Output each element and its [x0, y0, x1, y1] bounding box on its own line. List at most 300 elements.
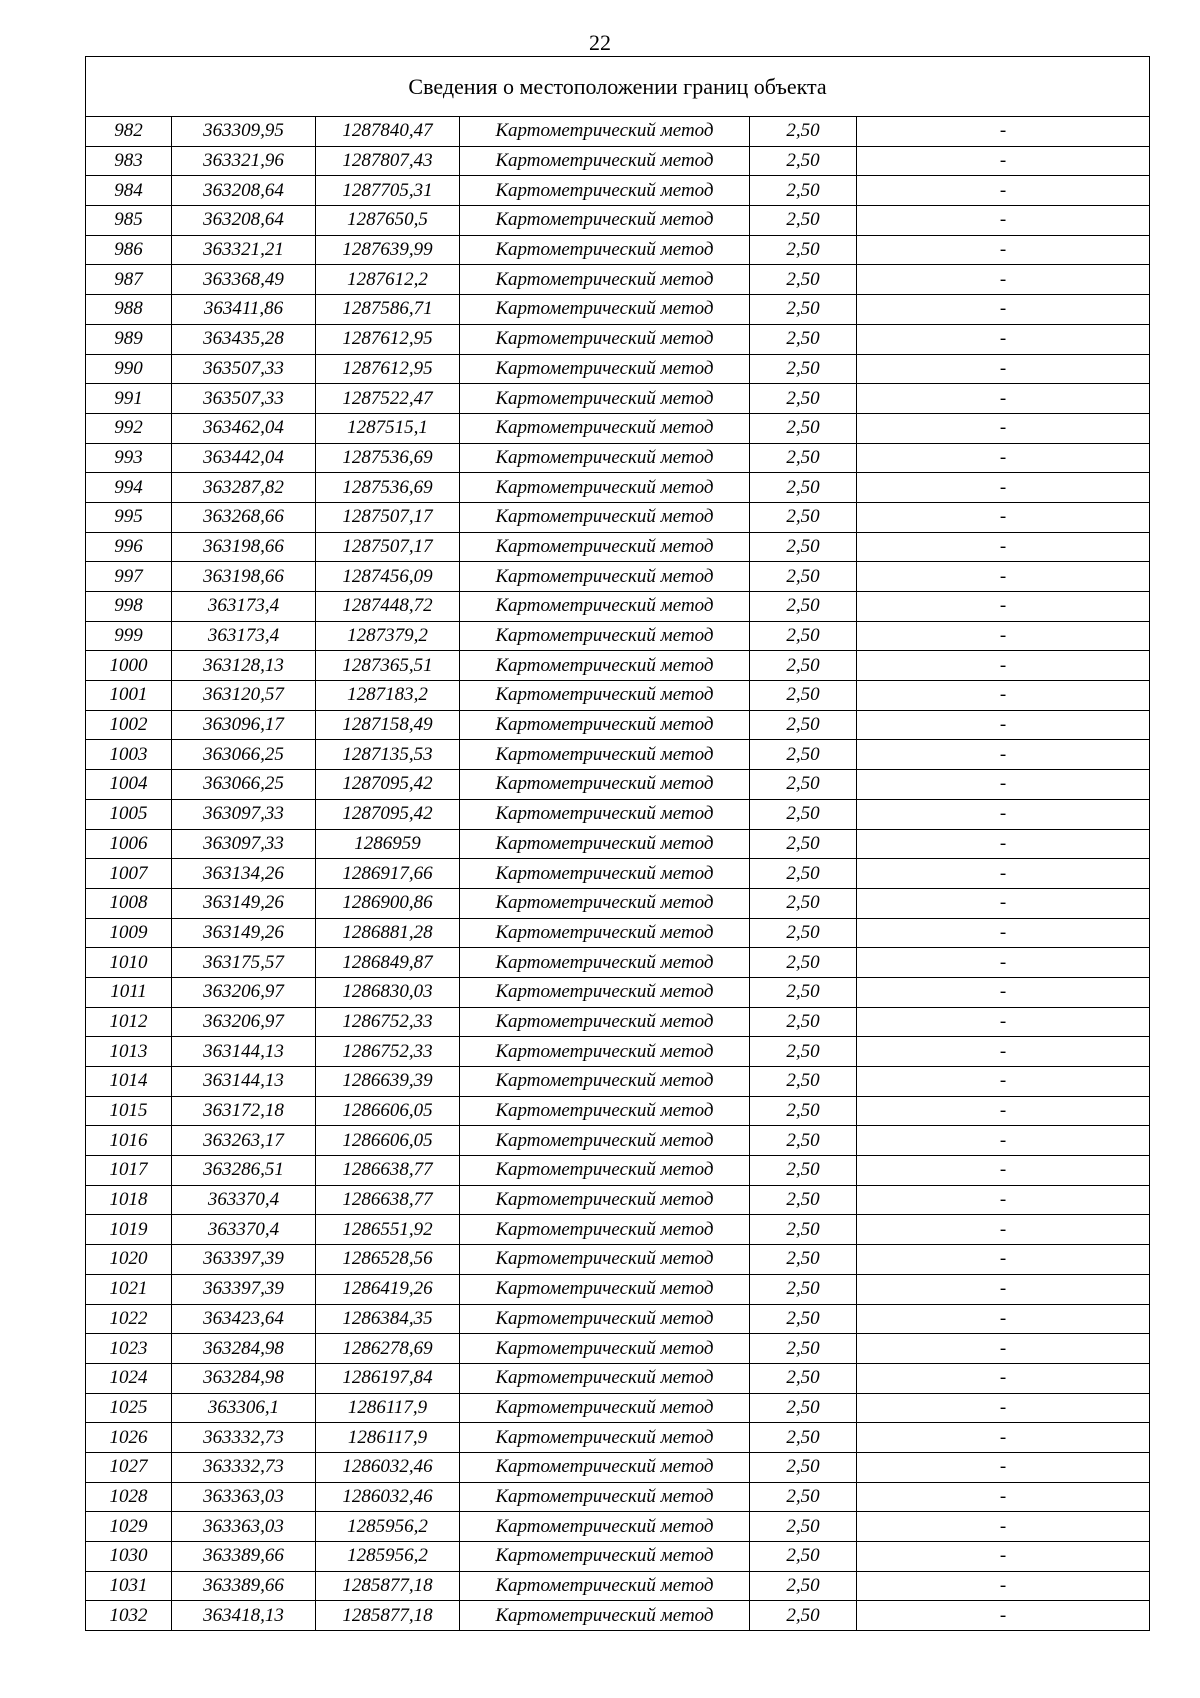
- x-coordinate-cell: 363442,04: [172, 443, 316, 473]
- x-coordinate-cell: 363321,21: [172, 235, 316, 265]
- point-number-cell: 995: [86, 502, 172, 532]
- y-coordinate-cell: 1287650,5: [316, 206, 460, 236]
- accuracy-cell: 2,50: [750, 1007, 857, 1037]
- y-coordinate-cell: 1287586,71: [316, 295, 460, 325]
- x-coordinate-cell: 363389,66: [172, 1571, 316, 1601]
- point-number-cell: 1014: [86, 1067, 172, 1097]
- table-title: Сведения о местоположении границ объекта: [86, 57, 1150, 117]
- description-cell: -: [857, 1363, 1150, 1393]
- y-coordinate-cell: 1285877,18: [316, 1571, 460, 1601]
- x-coordinate-cell: 363389,66: [172, 1542, 316, 1572]
- y-coordinate-cell: 1286639,39: [316, 1067, 460, 1097]
- table-row: [86, 1007, 1150, 1037]
- table-row: [86, 1423, 1150, 1453]
- table-row: [86, 1304, 1150, 1334]
- accuracy-cell: 2,50: [750, 1452, 857, 1482]
- y-coordinate-cell: 1285956,2: [316, 1512, 460, 1542]
- description-cell: -: [857, 502, 1150, 532]
- x-coordinate-cell: 363208,64: [172, 176, 316, 206]
- point-number-cell: 997: [86, 562, 172, 592]
- x-coordinate-cell: 363418,13: [172, 1601, 316, 1631]
- method-cell: Картометрический метод: [460, 1126, 750, 1156]
- y-coordinate-cell: 1286419,26: [316, 1274, 460, 1304]
- y-coordinate-cell: 1286551,92: [316, 1215, 460, 1245]
- accuracy-cell: 2,50: [750, 206, 857, 236]
- y-coordinate-cell: 1286849,87: [316, 948, 460, 978]
- x-coordinate-cell: 363144,13: [172, 1067, 316, 1097]
- y-coordinate-cell: 1287612,95: [316, 354, 460, 384]
- accuracy-cell: 2,50: [750, 443, 857, 473]
- method-cell: Картометрический метод: [460, 1156, 750, 1186]
- accuracy-cell: 2,50: [750, 176, 857, 206]
- x-coordinate-cell: 363332,73: [172, 1452, 316, 1482]
- y-coordinate-cell: 1286881,28: [316, 918, 460, 948]
- method-cell: Картометрический метод: [460, 473, 750, 503]
- method-cell: Картометрический метод: [460, 562, 750, 592]
- x-coordinate-cell: 363097,33: [172, 799, 316, 829]
- method-cell: Картометрический метод: [460, 799, 750, 829]
- description-cell: -: [857, 770, 1150, 800]
- accuracy-cell: 2,50: [750, 710, 857, 740]
- point-number-cell: 986: [86, 235, 172, 265]
- table-row: [86, 473, 1150, 503]
- table-row: [86, 829, 1150, 859]
- method-cell: Картометрический метод: [460, 354, 750, 384]
- page-number: 22: [589, 30, 611, 55]
- y-coordinate-cell: 1286606,05: [316, 1096, 460, 1126]
- table-row: [86, 592, 1150, 622]
- x-coordinate-cell: 363149,26: [172, 918, 316, 948]
- point-number-cell: 1020: [86, 1245, 172, 1275]
- x-coordinate-cell: 363363,03: [172, 1482, 316, 1512]
- description-cell: -: [857, 1067, 1150, 1097]
- x-coordinate-cell: 363268,66: [172, 502, 316, 532]
- table-row: [86, 1452, 1150, 1482]
- y-coordinate-cell: 1287536,69: [316, 473, 460, 503]
- description-cell: -: [857, 681, 1150, 711]
- accuracy-cell: 2,50: [750, 1304, 857, 1334]
- point-number-cell: 1030: [86, 1542, 172, 1572]
- point-number-cell: 1012: [86, 1007, 172, 1037]
- point-number-cell: 1005: [86, 799, 172, 829]
- x-coordinate-cell: 363397,39: [172, 1274, 316, 1304]
- description-cell: -: [857, 621, 1150, 651]
- accuracy-cell: 2,50: [750, 1542, 857, 1572]
- description-cell: -: [857, 1512, 1150, 1542]
- accuracy-cell: 2,50: [750, 235, 857, 265]
- point-number-cell: 994: [86, 473, 172, 503]
- y-coordinate-cell: 1286959: [316, 829, 460, 859]
- point-number-cell: 1018: [86, 1185, 172, 1215]
- y-coordinate-cell: 1285877,18: [316, 1601, 460, 1631]
- description-cell: -: [857, 324, 1150, 354]
- point-number-cell: 1001: [86, 681, 172, 711]
- x-coordinate-cell: 363134,26: [172, 859, 316, 889]
- y-coordinate-cell: 1286528,56: [316, 1245, 460, 1275]
- point-number-cell: 996: [86, 532, 172, 562]
- table-row: [86, 354, 1150, 384]
- y-coordinate-cell: 1286917,66: [316, 859, 460, 889]
- method-cell: Картометрический метод: [460, 1393, 750, 1423]
- accuracy-cell: 2,50: [750, 117, 857, 147]
- method-cell: Картометрический метод: [460, 1452, 750, 1482]
- description-cell: -: [857, 1571, 1150, 1601]
- description-cell: -: [857, 710, 1150, 740]
- method-cell: Картометрический метод: [460, 206, 750, 236]
- x-coordinate-cell: 363206,97: [172, 977, 316, 1007]
- x-coordinate-cell: 363411,86: [172, 295, 316, 325]
- y-coordinate-cell: 1286032,46: [316, 1452, 460, 1482]
- accuracy-cell: 2,50: [750, 948, 857, 978]
- table-row: [86, 265, 1150, 295]
- x-coordinate-cell: 363066,25: [172, 740, 316, 770]
- description-cell: -: [857, 592, 1150, 622]
- table-row: [86, 1512, 1150, 1542]
- method-cell: Картометрический метод: [460, 592, 750, 622]
- point-number-cell: 984: [86, 176, 172, 206]
- method-cell: Картометрический метод: [460, 324, 750, 354]
- method-cell: Картометрический метод: [460, 1601, 750, 1631]
- description-cell: -: [857, 117, 1150, 147]
- y-coordinate-cell: 1287095,42: [316, 799, 460, 829]
- table-row: [86, 295, 1150, 325]
- point-number-cell: 1026: [86, 1423, 172, 1453]
- accuracy-cell: 2,50: [750, 1037, 857, 1067]
- point-number-cell: 1021: [86, 1274, 172, 1304]
- method-cell: Картометрический метод: [460, 1096, 750, 1126]
- table-row: [86, 1156, 1150, 1186]
- table-row: [86, 1601, 1150, 1631]
- point-number-cell: 1009: [86, 918, 172, 948]
- description-cell: -: [857, 1156, 1150, 1186]
- method-cell: Картометрический метод: [460, 1512, 750, 1542]
- point-number-cell: 1011: [86, 977, 172, 1007]
- description-cell: -: [857, 146, 1150, 176]
- x-coordinate-cell: 363397,39: [172, 1245, 316, 1275]
- y-coordinate-cell: 1287515,1: [316, 413, 460, 443]
- method-cell: Картометрический метод: [460, 651, 750, 681]
- description-cell: -: [857, 740, 1150, 770]
- point-number-cell: 1022: [86, 1304, 172, 1334]
- x-coordinate-cell: 363097,33: [172, 829, 316, 859]
- method-cell: Картометрический метод: [460, 265, 750, 295]
- table-row: [86, 859, 1150, 889]
- x-coordinate-cell: 363321,96: [172, 146, 316, 176]
- table-row: [86, 324, 1150, 354]
- description-cell: -: [857, 1334, 1150, 1364]
- method-cell: Картометрический метод: [460, 1482, 750, 1512]
- description-cell: -: [857, 295, 1150, 325]
- method-cell: Картометрический метод: [460, 681, 750, 711]
- point-number-cell: 987: [86, 265, 172, 295]
- y-coordinate-cell: 1287183,2: [316, 681, 460, 711]
- point-number-cell: 1024: [86, 1363, 172, 1393]
- method-cell: Картометрический метод: [460, 888, 750, 918]
- table-row: [86, 1482, 1150, 1512]
- description-cell: -: [857, 235, 1150, 265]
- accuracy-cell: 2,50: [750, 1185, 857, 1215]
- accuracy-cell: 2,50: [750, 859, 857, 889]
- x-coordinate-cell: 363287,82: [172, 473, 316, 503]
- accuracy-cell: 2,50: [750, 1245, 857, 1275]
- x-coordinate-cell: 363284,98: [172, 1334, 316, 1364]
- y-coordinate-cell: 1287522,47: [316, 384, 460, 414]
- table-row: [86, 117, 1150, 147]
- point-number-cell: 1019: [86, 1215, 172, 1245]
- table-row: [86, 1571, 1150, 1601]
- point-number-cell: 990: [86, 354, 172, 384]
- y-coordinate-cell: 1286117,9: [316, 1423, 460, 1453]
- method-cell: Картометрический метод: [460, 1571, 750, 1601]
- description-cell: -: [857, 1245, 1150, 1275]
- table-row: [86, 384, 1150, 414]
- x-coordinate-cell: 363306,1: [172, 1393, 316, 1423]
- description-cell: -: [857, 799, 1150, 829]
- y-coordinate-cell: 1287639,99: [316, 235, 460, 265]
- y-coordinate-cell: 1286197,84: [316, 1363, 460, 1393]
- point-number-cell: 985: [86, 206, 172, 236]
- description-cell: -: [857, 888, 1150, 918]
- table-row: [86, 977, 1150, 1007]
- x-coordinate-cell: 363175,57: [172, 948, 316, 978]
- x-coordinate-cell: 363507,33: [172, 384, 316, 414]
- method-cell: Картометрический метод: [460, 740, 750, 770]
- method-cell: Картометрический метод: [460, 918, 750, 948]
- method-cell: Картометрический метод: [460, 1245, 750, 1275]
- point-number-cell: 1003: [86, 740, 172, 770]
- table-row: [86, 443, 1150, 473]
- description-cell: -: [857, 532, 1150, 562]
- x-coordinate-cell: 363462,04: [172, 413, 316, 443]
- point-number-cell: 1006: [86, 829, 172, 859]
- table-row: [86, 146, 1150, 176]
- method-cell: Картометрический метод: [460, 1304, 750, 1334]
- description-cell: -: [857, 918, 1150, 948]
- accuracy-cell: 2,50: [750, 146, 857, 176]
- accuracy-cell: 2,50: [750, 1363, 857, 1393]
- description-cell: -: [857, 1482, 1150, 1512]
- method-cell: Картометрический метод: [460, 117, 750, 147]
- accuracy-cell: 2,50: [750, 1096, 857, 1126]
- table-row: [86, 1185, 1150, 1215]
- table-row: [86, 176, 1150, 206]
- method-cell: Картометрический метод: [460, 176, 750, 206]
- method-cell: Картометрический метод: [460, 384, 750, 414]
- point-number-cell: 1028: [86, 1482, 172, 1512]
- table-row: [86, 235, 1150, 265]
- description-cell: -: [857, 651, 1150, 681]
- description-cell: -: [857, 1007, 1150, 1037]
- method-cell: Картометрический метод: [460, 1274, 750, 1304]
- table-row: [86, 740, 1150, 770]
- table-row: [86, 918, 1150, 948]
- x-coordinate-cell: 363370,4: [172, 1215, 316, 1245]
- point-number-cell: 1013: [86, 1037, 172, 1067]
- point-number-cell: 988: [86, 295, 172, 325]
- x-coordinate-cell: 363368,49: [172, 265, 316, 295]
- description-cell: -: [857, 384, 1150, 414]
- accuracy-cell: 2,50: [750, 829, 857, 859]
- table-row: [86, 651, 1150, 681]
- description-cell: -: [857, 176, 1150, 206]
- method-cell: Картометрический метод: [460, 1037, 750, 1067]
- point-number-cell: 993: [86, 443, 172, 473]
- point-number-cell: 1023: [86, 1334, 172, 1364]
- x-coordinate-cell: 363096,17: [172, 710, 316, 740]
- description-cell: -: [857, 443, 1150, 473]
- point-number-cell: 1004: [86, 770, 172, 800]
- description-cell: -: [857, 948, 1150, 978]
- accuracy-cell: 2,50: [750, 1067, 857, 1097]
- accuracy-cell: 2,50: [750, 562, 857, 592]
- accuracy-cell: 2,50: [750, 473, 857, 503]
- point-number-cell: 982: [86, 117, 172, 147]
- accuracy-cell: 2,50: [750, 799, 857, 829]
- description-cell: -: [857, 1215, 1150, 1245]
- description-cell: -: [857, 1542, 1150, 1572]
- point-number-cell: 1027: [86, 1452, 172, 1482]
- accuracy-cell: 2,50: [750, 265, 857, 295]
- accuracy-cell: 2,50: [750, 651, 857, 681]
- y-coordinate-cell: 1286278,69: [316, 1334, 460, 1364]
- table-row: [86, 770, 1150, 800]
- method-cell: Картометрический метод: [460, 710, 750, 740]
- y-coordinate-cell: 1287448,72: [316, 592, 460, 622]
- table-row: [86, 948, 1150, 978]
- table-row: [86, 1126, 1150, 1156]
- description-cell: -: [857, 1126, 1150, 1156]
- table-row: [86, 206, 1150, 236]
- point-number-cell: 1016: [86, 1126, 172, 1156]
- method-cell: Картометрический метод: [460, 235, 750, 265]
- y-coordinate-cell: 1286032,46: [316, 1482, 460, 1512]
- description-cell: -: [857, 562, 1150, 592]
- description-cell: -: [857, 977, 1150, 1007]
- table-row: [86, 1037, 1150, 1067]
- accuracy-cell: 2,50: [750, 1215, 857, 1245]
- method-cell: Картометрический метод: [460, 1334, 750, 1364]
- accuracy-cell: 2,50: [750, 502, 857, 532]
- y-coordinate-cell: 1286117,9: [316, 1393, 460, 1423]
- description-cell: -: [857, 1452, 1150, 1482]
- table-row: [86, 562, 1150, 592]
- point-number-cell: 998: [86, 592, 172, 622]
- point-number-cell: 1008: [86, 888, 172, 918]
- table-row: [86, 681, 1150, 711]
- x-coordinate-cell: 363507,33: [172, 354, 316, 384]
- point-number-cell: 1029: [86, 1512, 172, 1542]
- accuracy-cell: 2,50: [750, 1601, 857, 1631]
- method-cell: Картометрический метод: [460, 859, 750, 889]
- table-row: [86, 710, 1150, 740]
- point-number-cell: 1015: [86, 1096, 172, 1126]
- accuracy-cell: 2,50: [750, 1571, 857, 1601]
- accuracy-cell: 2,50: [750, 1156, 857, 1186]
- method-cell: Картометрический метод: [460, 146, 750, 176]
- y-coordinate-cell: 1287507,17: [316, 502, 460, 532]
- table-row: [86, 532, 1150, 562]
- description-cell: -: [857, 1096, 1150, 1126]
- accuracy-cell: 2,50: [750, 1274, 857, 1304]
- accuracy-cell: 2,50: [750, 384, 857, 414]
- x-coordinate-cell: 363066,25: [172, 770, 316, 800]
- point-number-cell: 1000: [86, 651, 172, 681]
- y-coordinate-cell: 1287379,2: [316, 621, 460, 651]
- description-cell: -: [857, 1304, 1150, 1334]
- x-coordinate-cell: 363198,66: [172, 532, 316, 562]
- y-coordinate-cell: 1286638,77: [316, 1156, 460, 1186]
- point-number-cell: 1031: [86, 1571, 172, 1601]
- x-coordinate-cell: 363173,4: [172, 621, 316, 651]
- y-coordinate-cell: 1287536,69: [316, 443, 460, 473]
- description-cell: -: [857, 413, 1150, 443]
- table-row: [86, 1542, 1150, 1572]
- description-cell: -: [857, 1185, 1150, 1215]
- x-coordinate-cell: 363120,57: [172, 681, 316, 711]
- y-coordinate-cell: 1286606,05: [316, 1126, 460, 1156]
- method-cell: Картометрический метод: [460, 1067, 750, 1097]
- y-coordinate-cell: 1286900,86: [316, 888, 460, 918]
- point-number-cell: 999: [86, 621, 172, 651]
- x-coordinate-cell: 363286,51: [172, 1156, 316, 1186]
- accuracy-cell: 2,50: [750, 918, 857, 948]
- method-cell: Картометрический метод: [460, 1542, 750, 1572]
- x-coordinate-cell: 363172,18: [172, 1096, 316, 1126]
- accuracy-cell: 2,50: [750, 413, 857, 443]
- y-coordinate-cell: 1287612,95: [316, 324, 460, 354]
- method-cell: Картометрический метод: [460, 295, 750, 325]
- boundary-coordinates-table: [85, 56, 1150, 1631]
- accuracy-cell: 2,50: [750, 1126, 857, 1156]
- y-coordinate-cell: 1287807,43: [316, 146, 460, 176]
- x-coordinate-cell: 363128,13: [172, 651, 316, 681]
- method-cell: Картометрический метод: [460, 1185, 750, 1215]
- point-number-cell: 989: [86, 324, 172, 354]
- method-cell: Картометрический метод: [460, 977, 750, 1007]
- method-cell: Картометрический метод: [460, 443, 750, 473]
- point-number-cell: 1032: [86, 1601, 172, 1631]
- point-number-cell: 1002: [86, 710, 172, 740]
- accuracy-cell: 2,50: [750, 740, 857, 770]
- y-coordinate-cell: 1287507,17: [316, 532, 460, 562]
- accuracy-cell: 2,50: [750, 1482, 857, 1512]
- table-row: [86, 799, 1150, 829]
- y-coordinate-cell: 1287158,49: [316, 710, 460, 740]
- description-cell: -: [857, 1037, 1150, 1067]
- table-row: [86, 502, 1150, 532]
- description-cell: -: [857, 829, 1150, 859]
- accuracy-cell: 2,50: [750, 770, 857, 800]
- accuracy-cell: 2,50: [750, 532, 857, 562]
- method-cell: Картометрический метод: [460, 1007, 750, 1037]
- table-row: [86, 413, 1150, 443]
- y-coordinate-cell: 1286638,77: [316, 1185, 460, 1215]
- x-coordinate-cell: 363206,97: [172, 1007, 316, 1037]
- x-coordinate-cell: 363423,64: [172, 1304, 316, 1334]
- accuracy-cell: 2,50: [750, 592, 857, 622]
- y-coordinate-cell: 1287705,31: [316, 176, 460, 206]
- x-coordinate-cell: 363149,26: [172, 888, 316, 918]
- description-cell: -: [857, 859, 1150, 889]
- x-coordinate-cell: 363208,64: [172, 206, 316, 236]
- y-coordinate-cell: 1287365,51: [316, 651, 460, 681]
- y-coordinate-cell: 1285956,2: [316, 1542, 460, 1572]
- accuracy-cell: 2,50: [750, 1423, 857, 1453]
- y-coordinate-cell: 1286384,35: [316, 1304, 460, 1334]
- accuracy-cell: 2,50: [750, 681, 857, 711]
- accuracy-cell: 2,50: [750, 1334, 857, 1364]
- y-coordinate-cell: 1286830,03: [316, 977, 460, 1007]
